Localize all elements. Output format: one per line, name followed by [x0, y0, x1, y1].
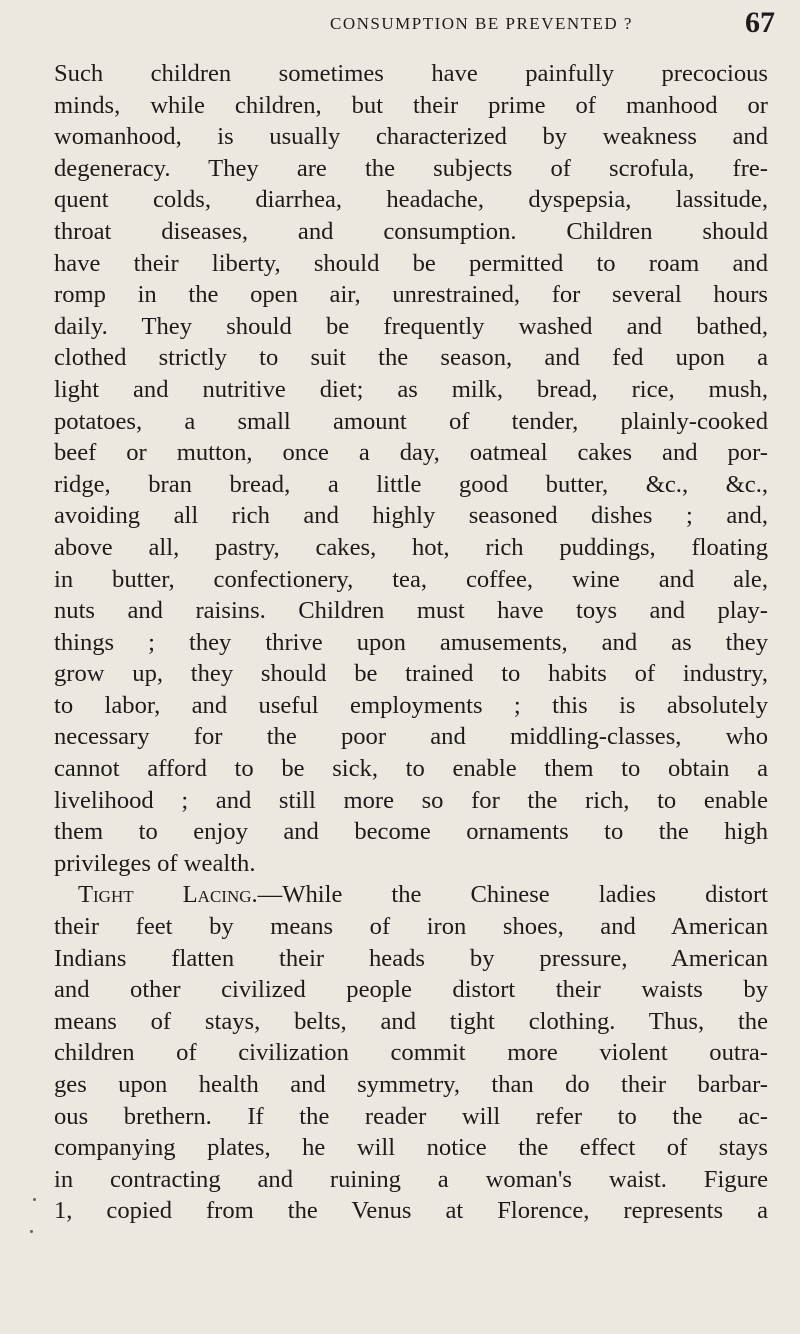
page-number: 67	[745, 6, 775, 39]
text-line: their feet by means of iron shoes, and American	[54, 913, 768, 941]
text-line: nuts and raisins. Children must have toys and play-	[54, 597, 768, 625]
text-line: ges upon health and symmetry, than do their barbar-	[54, 1071, 768, 1098]
text-line: livelihood ; and still more so for the rich, to enable	[54, 786, 768, 814]
text-line: and other civilized people distort their waists by	[54, 976, 768, 1004]
text-line: them to enjoy and become ornaments to the high	[54, 818, 768, 846]
text-line: above all, pastry, cakes, hot, rich puddings, floating	[54, 533, 768, 561]
text-line: grow up, they should be trained to habits of industry,	[54, 660, 768, 688]
text-line: companying plates, he will notice the effect of stays	[54, 1134, 768, 1162]
text-line: cannot afford to be sick, to enable them to obtain a	[54, 755, 768, 783]
text-line: have their liberty, should be permitted to roam and	[54, 249, 768, 277]
text-line: Indians flatten their heads by pressure, American	[54, 944, 768, 972]
text-line: degeneracy. They are the subjects of scrofula, fre-	[54, 154, 768, 182]
text-line: clothed strictly to suit the season, and fed upon a	[54, 344, 768, 372]
section-first-line-text: —While the Chinese ladies distort	[257, 881, 768, 909]
section-heading: Tight Lacing.	[78, 881, 258, 909]
text-line: romp in the open air, unrestrained, for several hours	[54, 281, 768, 309]
running-head: CONSUMPTION BE PREVENTED ?	[330, 14, 633, 33]
text-line: potatoes, a small amount of tender, plainly-cooked	[54, 407, 768, 435]
text-line: beef or mutton, once a day, oatmeal cakes and por-	[54, 439, 768, 467]
text-line: necessary for the poor and middling-classes, who	[54, 723, 768, 751]
text-line: in butter, confectionery, tea, coffee, wine and ale,	[54, 565, 768, 593]
section-first-line	[54, 879, 768, 911]
text-line: minds, while children, but their prime of manhood or	[54, 91, 768, 119]
text-line: womanhood, is usually characterized by weakness and	[54, 123, 768, 151]
text-line: means of stays, belts, and tight clothing. Thus, the	[54, 1007, 768, 1035]
paper-speck	[33, 1198, 36, 1201]
text-line: children of civilization commit more violent outra-	[54, 1039, 768, 1067]
text-line: in contracting and ruining a woman's waist. Figure	[54, 1165, 768, 1193]
text-line: light and nutritive diet; as milk, bread, rice, mush,	[54, 375, 768, 403]
text-line: privileges of wealth.	[54, 849, 256, 877]
paper-speck	[30, 1230, 33, 1233]
text-line: things ; they thrive upon amusements, and as they	[54, 628, 768, 656]
text-line: avoiding all rich and highly seasoned dishes ; and,	[54, 502, 768, 530]
text-line: quent colds, diarrhea, headache, dyspepsia, lassitude,	[54, 186, 768, 214]
text-line: to labor, and useful employments ; this is absolutely	[54, 691, 768, 719]
text-line: 1, copied from the Venus at Florence, represents a	[54, 1197, 768, 1225]
body-text	[54, 58, 768, 1227]
text-line: ridge, bran bread, a little good butter, &c., &c.,	[54, 470, 768, 498]
text-line: Such children sometimes have painfully precocious	[54, 60, 768, 87]
text-line: ous brethern. If the reader will refer to the ac-	[54, 1102, 768, 1130]
text-line: daily. They should be frequently washed and bathed,	[54, 312, 768, 340]
text-line: throat diseases, and consumption. Children should	[54, 217, 768, 245]
